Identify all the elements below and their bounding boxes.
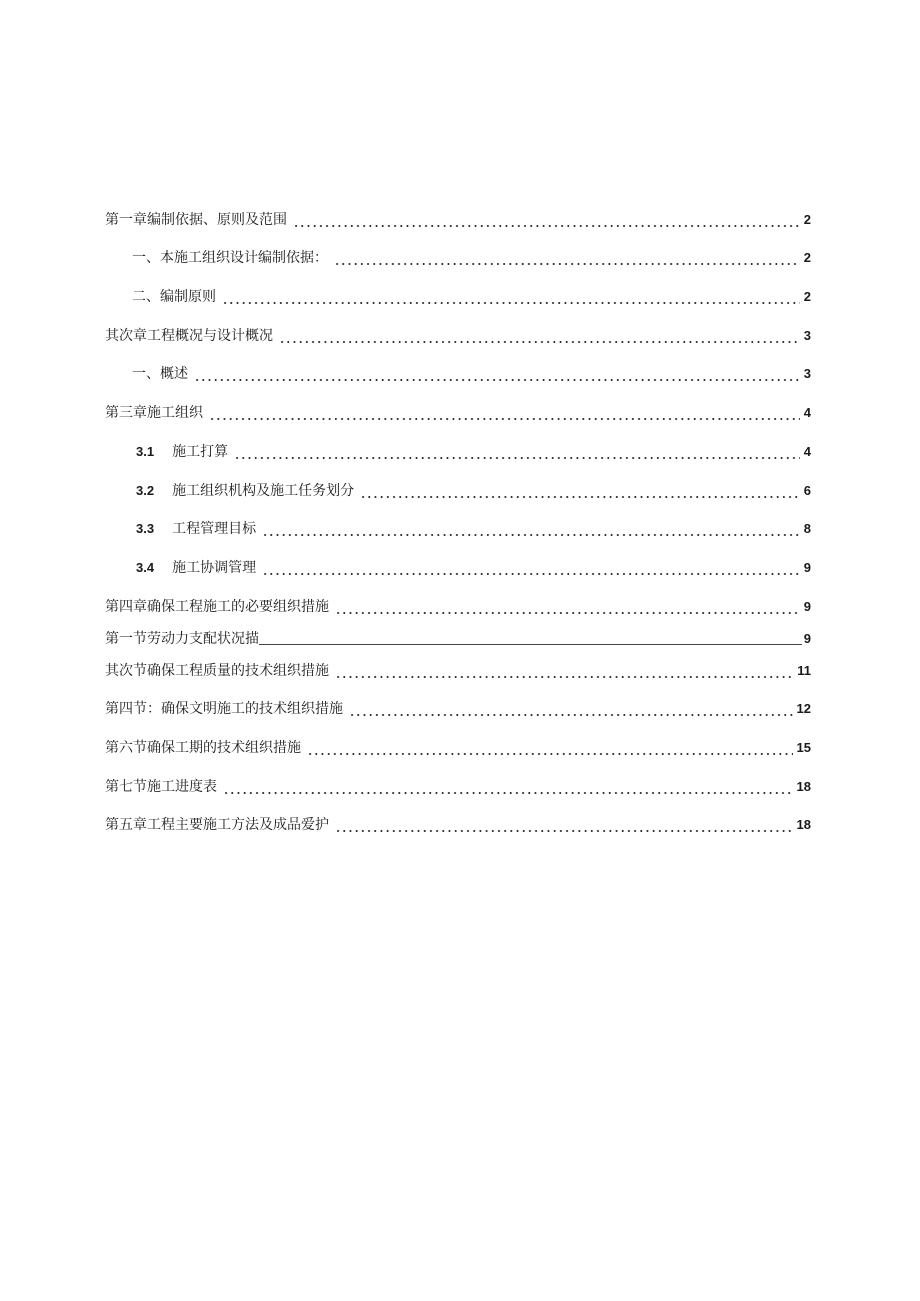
toc-entry-title: 第六节确保工期的技术组织措施 (105, 739, 301, 756)
toc-entry-page: 11 (797, 662, 811, 678)
toc-entry-4-1[interactable] (105, 616, 811, 648)
toc-entry-title: 施工协调管理 (172, 559, 257, 576)
toc-entry-page: 18 (796, 778, 811, 794)
dot-leader (360, 482, 800, 500)
toc-entry-number: 3.1 (136, 443, 155, 459)
toc-entry-title: 第一节劳动力支配状况描 (105, 630, 259, 647)
toc-entry-page: 4 (803, 405, 811, 421)
dot-leader (335, 598, 800, 616)
dot-leader (307, 739, 793, 757)
dot-leader (262, 559, 800, 577)
toc-entry-4-2[interactable] (105, 648, 811, 680)
toc-entry-number: 3.3 (136, 521, 155, 537)
dot-leader (293, 211, 800, 229)
dot-leader (334, 249, 800, 267)
toc-entry-title: 施工打算 (172, 443, 229, 460)
dot-leader (335, 816, 793, 834)
toc-entry-title: 工程管理目标 (172, 521, 257, 538)
toc-entry-page: 8 (803, 521, 811, 537)
dot-leader (349, 700, 793, 718)
toc-entry-3-2[interactable] (105, 461, 811, 500)
toc-entry-page: 15 (796, 739, 811, 755)
toc-entry-3-4[interactable] (105, 538, 811, 577)
table-of-contents (105, 190, 811, 834)
toc-entry-page: 9 (803, 598, 811, 614)
toc-entry-title: 其次节确保工程质量的技术组织措施 (105, 662, 329, 679)
toc-entry-title: 第一章编制依据、原则及范围 (105, 211, 287, 228)
toc-entry-title: 施工组织机构及施工任务划分 (172, 482, 355, 499)
toc-entry-title: 第四节：确保文明施工的技术组织措施 (105, 701, 343, 718)
toc-entry-4-4[interactable] (105, 680, 811, 719)
toc-entry-chapter-2[interactable] (105, 306, 811, 345)
toc-entry-title: 一、概述 (132, 366, 188, 383)
toc-entry-page: 9 (803, 559, 811, 575)
toc-entry-chapter-1[interactable] (105, 190, 811, 229)
dot-leader (234, 443, 800, 461)
toc-entry-title: 第三章施工组织 (105, 405, 203, 422)
dot-leader (262, 520, 800, 538)
toc-entry-page: 2 (803, 289, 811, 305)
toc-entry-chapter-3[interactable] (105, 383, 811, 422)
toc-entry-title: 一、本施工组织设计编制依据： (132, 250, 328, 267)
toc-entry-title: 第四章确保工程施工的必要组织措施 (105, 598, 329, 615)
toc-entry-chapter-5[interactable] (105, 796, 811, 835)
toc-entry-page: 2 (803, 211, 811, 227)
dot-leader (209, 404, 800, 422)
toc-entry-page: 6 (803, 482, 811, 498)
toc-entry-page: 2 (803, 250, 811, 266)
toc-entry-chapter-4[interactable] (105, 577, 811, 616)
toc-entry-3-3[interactable] (105, 500, 811, 539)
toc-entry-title: 其次章工程概况与设计概况 (105, 327, 273, 344)
dot-leader (279, 327, 800, 345)
underline-leader (259, 630, 802, 645)
toc-entry-page: 18 (796, 817, 811, 833)
toc-entry-page: 9 (803, 630, 811, 646)
toc-entry-1-1[interactable] (105, 229, 811, 268)
toc-entry-3-1[interactable] (105, 422, 811, 461)
dot-leader (223, 778, 793, 796)
toc-entry-number: 3.2 (136, 482, 155, 498)
toc-entry-page: 12 (796, 701, 811, 717)
toc-entry-1-2[interactable] (105, 267, 811, 306)
toc-entry-title: 第五章工程主要施工方法及成品爱护 (105, 817, 329, 834)
toc-entry-number: 3.4 (136, 559, 155, 575)
toc-entry-title: 二、编制原则 (132, 289, 216, 306)
toc-entry-page: 3 (803, 327, 811, 343)
dot-leader (222, 288, 800, 306)
toc-entry-4-6[interactable] (105, 718, 811, 757)
toc-entry-page: 4 (803, 443, 811, 459)
dot-leader (194, 365, 800, 383)
toc-entry-page: 3 (803, 366, 811, 382)
toc-entry-2-1[interactable] (105, 345, 811, 384)
toc-entry-title: 第七节施工进度表 (105, 778, 217, 795)
dot-leader (335, 662, 793, 680)
toc-entry-4-7[interactable] (105, 757, 811, 796)
